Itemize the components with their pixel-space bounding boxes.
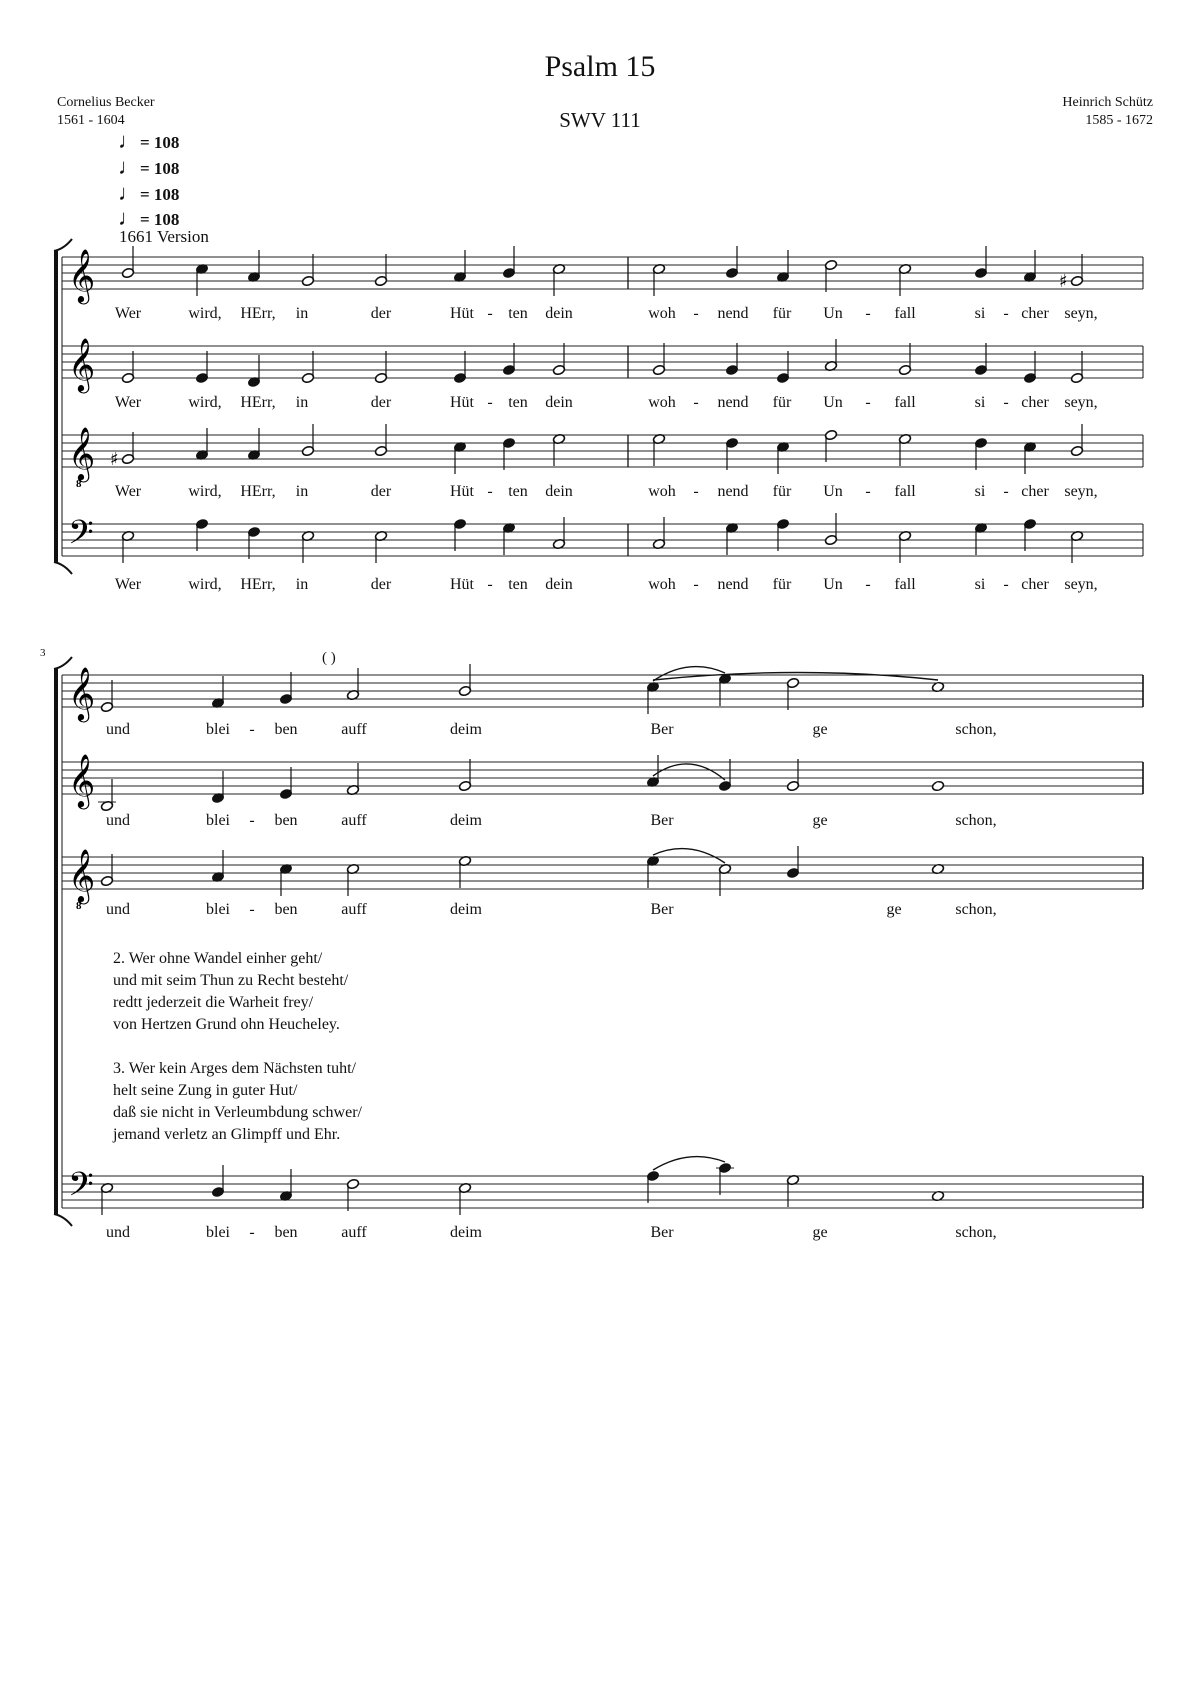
lyric-syllable: ge xyxy=(812,721,828,738)
lyric-syllable: cher xyxy=(1021,305,1049,322)
lyric-syllable: Ber xyxy=(650,812,674,829)
verse-3: 3. Wer kein Arges dem Nächsten tuht/ helt seine Zung in guter Hut/ daß sie nicht in Verleumbdung schwer/ jemand verletz an Glimpff und Ehr. xyxy=(113,1060,362,1143)
quarter-note-icon: ♩ xyxy=(118,180,140,205)
lyric-syllable: wird, xyxy=(188,394,222,411)
sharp-icon: ♯ xyxy=(1059,271,1068,292)
lyric-hyphen: - xyxy=(249,812,255,829)
lyric-hyphen: - xyxy=(865,394,871,411)
lyric-syllable: in xyxy=(295,576,309,593)
lyric-syllable: HErr, xyxy=(240,394,276,411)
poet-name: Cornelius Becker xyxy=(57,95,155,110)
lyric-syllable: fall xyxy=(894,483,916,500)
lyric-syllable: wird, xyxy=(188,576,222,593)
lyric-syllable: Un xyxy=(823,576,843,593)
lyric-syllable: HErr, xyxy=(240,305,276,322)
lyric-syllable: Hüt xyxy=(450,305,474,322)
lyric-syllable: blei xyxy=(206,812,230,829)
lyric-syllable: ten xyxy=(508,483,528,500)
lyric-syllable: si xyxy=(974,394,986,411)
lyric-syllable: si xyxy=(974,576,986,593)
lyric-hyphen: - xyxy=(693,394,699,411)
lyric-syllable: ben xyxy=(274,1224,298,1241)
tempo-mark: ♩= 108 xyxy=(118,205,180,230)
lyric-syllable: auff xyxy=(341,1224,367,1241)
lyric-syllable: blei xyxy=(206,721,230,738)
tempo-mark: ♩= 108 xyxy=(118,154,180,179)
lyric-syllable: woh xyxy=(648,576,676,593)
lyric-syllable: Ber xyxy=(650,901,674,918)
lyric-syllable: nend xyxy=(717,305,749,322)
lyric-syllable: der xyxy=(370,394,392,411)
lyric-syllable: wird, xyxy=(188,483,222,500)
staff-bass xyxy=(62,1162,1143,1215)
lyric-syllable: ben xyxy=(274,721,298,738)
lyric-syllable: ge xyxy=(886,901,902,918)
treble-clef-icon: 𝄞 xyxy=(68,666,96,720)
lyric-hyphen: - xyxy=(487,576,493,593)
version-label: 1661 Version xyxy=(119,227,209,246)
staff-tenor xyxy=(62,424,1143,490)
lyric-syllable: der xyxy=(370,483,392,500)
composer-name: Heinrich Schütz xyxy=(1062,95,1153,110)
lyric-hyphen: - xyxy=(865,483,871,500)
lyric-syllable: ge xyxy=(812,1224,828,1241)
lyric-syllable: seyn, xyxy=(1064,394,1098,411)
lyric-hyphen: - xyxy=(1003,576,1009,593)
quarter-note-icon: ♩ xyxy=(118,128,140,153)
lyric-syllable: cher xyxy=(1021,483,1049,500)
lyric-syllable: für xyxy=(772,483,792,500)
lyric-hyphen: - xyxy=(1003,305,1009,322)
lyric-syllable: schon, xyxy=(955,812,997,829)
lyric-syllable: seyn, xyxy=(1064,576,1098,593)
lyric-syllable: blei xyxy=(206,901,230,918)
lyric-syllable: auff xyxy=(341,901,367,918)
lyric-syllable: cher xyxy=(1021,394,1049,411)
lyric-hyphen: - xyxy=(1003,394,1009,411)
lyric-syllable: fall xyxy=(894,305,916,322)
lyric-syllable: und xyxy=(106,721,130,738)
lyric-syllable: cher xyxy=(1021,576,1049,593)
staff-alto xyxy=(62,337,1143,393)
page-title: Psalm 15 xyxy=(544,50,656,83)
treble-clef-icon: 𝄞 xyxy=(68,426,96,480)
lyric-syllable: deim xyxy=(450,721,482,738)
lyric-syllable: Un xyxy=(823,394,843,411)
lyric-syllable: woh xyxy=(648,305,676,322)
lyric-syllable: HErr, xyxy=(240,576,276,593)
lyric-syllable: nend xyxy=(717,483,749,500)
lyric-syllable: Wer xyxy=(114,483,142,500)
lyric-syllable: Wer xyxy=(114,394,142,411)
lyric-syllable: deim xyxy=(450,1224,482,1241)
lyric-syllable: nend xyxy=(717,576,749,593)
lyric-syllable: und xyxy=(106,901,130,918)
lyric-syllable: auff xyxy=(341,812,367,829)
lyric-syllable: ge xyxy=(812,812,828,829)
lyric-hyphen: - xyxy=(693,483,699,500)
lyric-syllable: blei xyxy=(206,1224,230,1241)
lyric-syllable: dein xyxy=(545,394,573,411)
lyric-syllable: und xyxy=(106,812,130,829)
lyric-syllable: Un xyxy=(823,483,843,500)
poet-dates: 1561 - 1604 xyxy=(57,113,125,128)
lyric-syllable: ten xyxy=(508,576,528,593)
lyric-syllable: Un xyxy=(823,305,843,322)
lyric-syllable: deim xyxy=(450,901,482,918)
lyric-syllable: HErr, xyxy=(240,483,276,500)
lyric-syllable: in xyxy=(295,305,309,322)
lyric-syllable: wird, xyxy=(188,305,222,322)
lyric-hyphen: - xyxy=(487,394,493,411)
lyric-syllable: seyn, xyxy=(1064,483,1098,500)
staff-bass xyxy=(62,513,1143,563)
lyric-syllable: ben xyxy=(274,901,298,918)
lyric-syllable: für xyxy=(772,576,792,593)
treble-clef-icon: 𝄞 xyxy=(68,337,96,391)
lyric-syllable: in xyxy=(295,394,309,411)
lyric-syllable: in xyxy=(295,483,309,500)
bass-clef-icon: 𝄢 xyxy=(68,514,94,560)
lyric-hyphen: - xyxy=(1003,483,1009,500)
quarter-note-icon: ♩ xyxy=(118,154,140,179)
treble-clef-icon: 𝄞 xyxy=(68,248,96,302)
verse-2: 2. Wer ohne Wandel einher geht/ und mit seim Thun zu Recht besteht/ redtt jederzeit die Warheit frey/ von Hertzen Grund ohn Heucheley. xyxy=(113,950,349,1033)
lyric-syllable: Wer xyxy=(114,576,142,593)
lyric-syllable: si xyxy=(974,305,986,322)
lyric-syllable: dein xyxy=(545,305,573,322)
lyric-syllable: ben xyxy=(274,812,298,829)
lyric-syllable: Ber xyxy=(650,721,674,738)
lyric-syllable: fall xyxy=(894,576,916,593)
lyric-syllable: dein xyxy=(545,576,573,593)
lyric-hyphen: - xyxy=(865,305,871,322)
lyric-syllable: ten xyxy=(508,394,528,411)
lyric-hyphen: - xyxy=(487,305,493,322)
lyric-syllable: deim xyxy=(450,812,482,829)
measure-number: 3 xyxy=(40,647,46,659)
composer-dates: 1585 - 1672 xyxy=(1085,113,1153,128)
lyric-syllable: dein xyxy=(545,483,573,500)
tempo-mark: ♩= 108 xyxy=(118,180,180,205)
lyric-hyphen: - xyxy=(865,576,871,593)
lyric-syllable: auff xyxy=(341,721,367,738)
lyric-syllable: schon, xyxy=(955,901,997,918)
treble-clef-icon: 𝄞 xyxy=(68,753,96,807)
lyric-hyphen: - xyxy=(249,1224,255,1241)
lyric-syllable: fall xyxy=(894,394,916,411)
lyric-hyphen: - xyxy=(249,721,255,738)
lyric-syllable: ten xyxy=(508,305,528,322)
lyric-syllable: der xyxy=(370,305,392,322)
lyric-syllable: der xyxy=(370,576,392,593)
lyric-syllable: für xyxy=(772,305,792,322)
staff-soprano xyxy=(62,664,1143,722)
lyric-syllable: Hüt xyxy=(450,483,474,500)
editorial-parentheses: ( ) xyxy=(322,650,336,666)
sharp-icon: ♯ xyxy=(110,449,119,470)
lyric-syllable: nend xyxy=(717,394,749,411)
staff-alto xyxy=(62,753,1143,812)
lyric-hyphen: - xyxy=(693,305,699,322)
lyric-syllable: schon, xyxy=(955,1224,997,1241)
lyric-syllable: für xyxy=(772,394,792,411)
lyric-hyphen: - xyxy=(249,901,255,918)
treble-clef-icon: 𝄞 xyxy=(68,848,96,902)
lyric-syllable: Hüt xyxy=(450,394,474,411)
lyric-syllable: schon, xyxy=(955,721,997,738)
lyric-syllable: woh xyxy=(648,394,676,411)
lyric-syllable: Hüt xyxy=(450,576,474,593)
catalog-number: SWV 111 xyxy=(559,108,641,132)
lyric-hyphen: - xyxy=(693,576,699,593)
staff-soprano xyxy=(62,246,1143,304)
lyric-syllable: si xyxy=(974,483,986,500)
lyric-syllable: woh xyxy=(648,483,676,500)
lyric-hyphen: - xyxy=(487,483,493,500)
lyric-syllable: und xyxy=(106,1224,130,1241)
lyric-syllable: Wer xyxy=(114,305,142,322)
quarter-note-icon: ♩ xyxy=(118,205,140,230)
svg-text:8: 8 xyxy=(76,478,82,490)
tempo-mark: ♩= 108 xyxy=(118,128,180,153)
lyric-syllable: Ber xyxy=(650,1224,674,1241)
lyric-syllable: seyn, xyxy=(1064,305,1098,322)
svg-text:8: 8 xyxy=(76,900,82,912)
bass-clef-icon: 𝄢 xyxy=(68,1166,94,1212)
